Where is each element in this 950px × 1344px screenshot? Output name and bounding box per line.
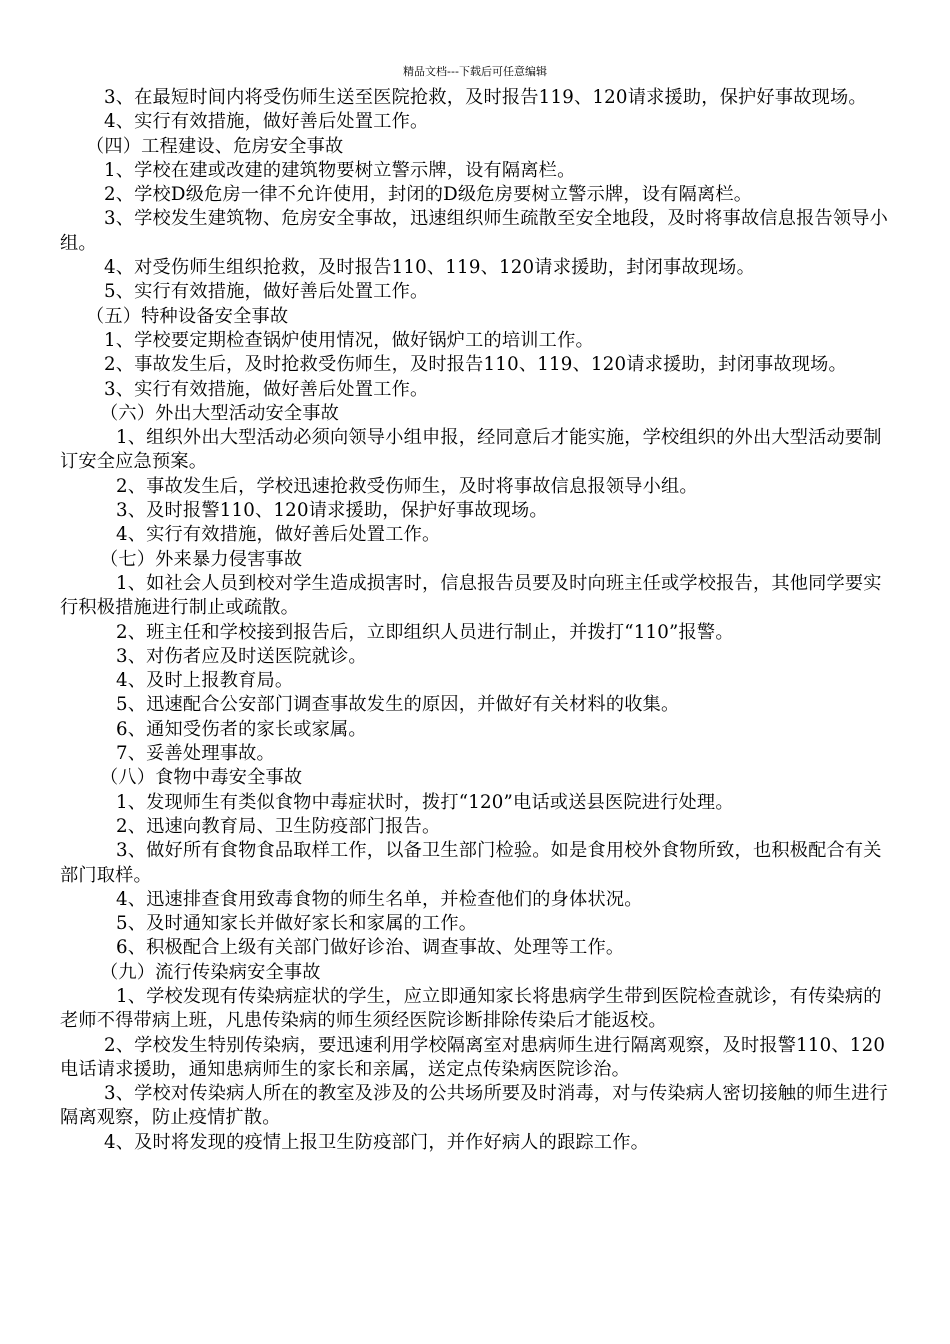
paragraph: 3、及时报警110、120请求援助，保护好事故现场。 xyxy=(116,500,548,522)
paragraph: 3、对伤者应及时送医院就诊。 xyxy=(116,645,367,667)
section-heading: （四）工程建设、危房安全事故 xyxy=(86,135,344,157)
paragraph: 3、在最短时间内将受伤师生送至医院抢救，及时报告119、120请求援助，保护好事故现场。 xyxy=(104,87,867,108)
paragraph: 4、实行有效措施，做好善后处置工作。 xyxy=(104,111,429,133)
section-heading: （六）外出大型活动安全事故 xyxy=(100,402,340,424)
paragraph: 4、及时将发现的疫情上报卫生防疫部门，并作好病人的跟踪工作。 xyxy=(104,1131,650,1153)
paragraph: 1、组织外出大型活动必须向领导小组申报，经同意后才能实施，学校组织的外出大型活动要制订安全应急预案。 xyxy=(60,427,882,473)
paragraph: 6、积极配合上级有关部门做好诊治、调查事故、处理等工作。 xyxy=(116,937,625,959)
paragraph: 6、通知受伤者的家长或家属。 xyxy=(116,718,367,740)
paragraph: 4、对受伤师生组织抢救，及时报告110、119、120请求援助，封闭事故现场。 xyxy=(104,257,755,279)
paragraph: 5、迅速配合公安部门调查事故发生的原因，并做好有关材料的收集。 xyxy=(116,694,680,716)
paragraph: 1、学校发现有传染病症状的学生，应立即通知家长将患病学生带到医院检查就诊，有传染病的老师不得带病上班，凡患传染病的师生须经医院诊断排除传染后才能返校。 xyxy=(60,985,882,1032)
paragraph: 3、学校发生建筑物、危房安全事故，迅速组织师生疏散至安全地段，及时将事故信息报告领导小组。 xyxy=(60,208,889,254)
paragraph: 5、实行有效措施，做好善后处置工作。 xyxy=(104,281,429,303)
paragraph: 2、班主任和学校接到报告后，立即组织人员进行制止，并拨打“110”报警。 xyxy=(116,621,734,643)
paragraph: 2、学校D级危房一律不允许使用，封闭的D级危房要树立警示牌，设有隔离栏。 xyxy=(104,184,753,206)
paragraph: 3、做好所有食物食品取样工作，以备卫生部门检验。如是食用校外食物所致，也积极配合有关部门取样。 xyxy=(60,840,882,886)
paragraph: 4、迅速排查食用致毒食物的师生名单，并检查他们的身体状况。 xyxy=(116,888,643,910)
paragraph: 1、学校要定期检查锅炉使用情况，做好锅炉工的培训工作。 xyxy=(104,329,594,351)
section-heading: （五）特种设备安全事故 xyxy=(86,305,289,327)
section-heading: （八）食物中毒安全事故 xyxy=(100,767,303,789)
paragraph: 2、迅速向教育局、卫生防疫部门报告。 xyxy=(116,815,441,837)
paragraph: 1、学校在建或改建的建筑物要树立警示牌，设有隔离栏。 xyxy=(104,159,576,181)
paragraph: 3、学校对传染病人所在的教室及涉及的公共场所要及时消毒，对与传染病人密切接触的师生进行隔离观察，防止疫情扩散。 xyxy=(60,1083,889,1129)
page-header: 精品文档---下载后可任意编辑 xyxy=(403,65,547,78)
paragraph: 7、妥善处理事故。 xyxy=(116,743,275,765)
paragraph: 2、事故发生后，及时抢救受伤师生，及时报告110、119、120请求援助，封闭事故现场。 xyxy=(104,354,847,376)
section-heading: （七）外来暴力侵害事故 xyxy=(100,548,303,570)
paragraph: 2、事故发生后，学校迅速抢救受伤师生，及时将事故信息报领导小组。 xyxy=(116,475,698,497)
paragraph: 1、发现师生有类似食物中毒症状时，拨打“120”电话或送县医院进行处理。 xyxy=(116,791,734,813)
document-body xyxy=(60,86,898,1155)
paragraph: 1、如社会人员到校对学生造成损害时，信息报告员要及时向班主任或学校报告，其他同学要实行积极措施进行制止或疏散。 xyxy=(60,572,882,619)
paragraph: 4、及时上报教育局。 xyxy=(116,670,294,692)
paragraph: 5、及时通知家长并做好家长和家属的工作。 xyxy=(116,913,478,935)
section-heading: （九）流行传染病安全事故 xyxy=(100,961,321,983)
paragraph: 3、实行有效措施，做好善后处置工作。 xyxy=(104,378,429,400)
paragraph: 2、学校发生特别传染病，要迅速利用学校隔离室对患病师生进行隔离观察，及时报警110、120电话请求援助，通知患病师生的家长和亲属，送定点传染病医院诊治。 xyxy=(60,1034,886,1080)
paragraph: 4、实行有效措施，做好善后处置工作。 xyxy=(116,524,441,546)
